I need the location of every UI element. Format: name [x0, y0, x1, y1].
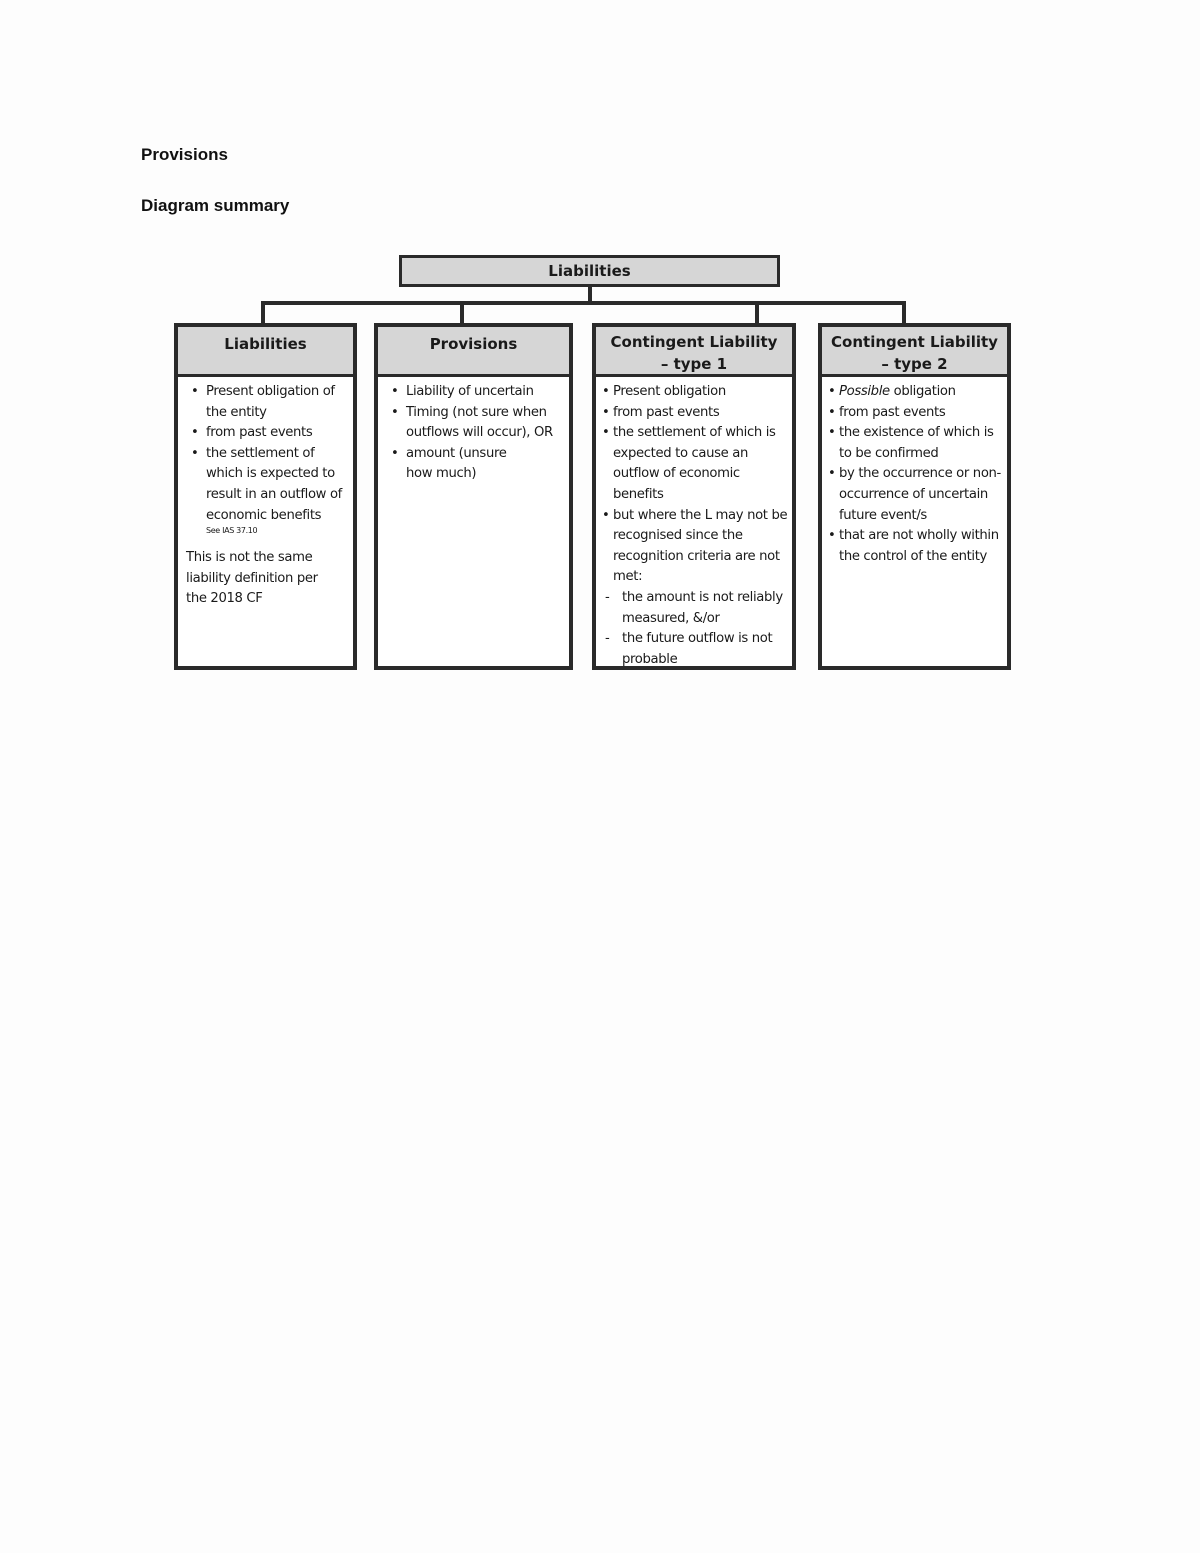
- contingent-liability-type2-column: [818, 323, 1011, 670]
- liabilities-column: [174, 323, 357, 670]
- liabilities-header: Liabilities: [178, 327, 353, 377]
- list-item: • the settlement of which is expected to result in an outflow of economic benefits: [186, 444, 351, 526]
- page-title: Provisions: [141, 145, 228, 164]
- list-item: • from past events: [602, 403, 790, 424]
- definition-note: This is not the same liability definition per the 2018 CF: [186, 550, 318, 607]
- root-label: Liabilities: [548, 262, 631, 280]
- provisions-column: [374, 323, 573, 670]
- liabilities-diagram: [0, 0, 1200, 700]
- list-item: • that are not wholly within the control of the entity: [828, 526, 1005, 567]
- root-box: [399, 255, 780, 287]
- list-item: • the settlement of which is expected to cause an outflow of economic benefits: [602, 423, 790, 505]
- contingent-type2-header: Contingent Liability – type 2: [822, 327, 1007, 377]
- section-heading: Diagram summary: [141, 196, 290, 215]
- list-item: • Present obligation of the entity: [186, 382, 351, 423]
- contingent-liability-type1-column: [592, 323, 796, 670]
- list-item: • Present obligation: [602, 382, 790, 403]
- sub-list-item: - the amount is not reliably measured, &/or: [602, 588, 790, 629]
- list-item: • from past events: [828, 403, 1005, 424]
- list-item: • by the occurrence or non-occurrence of uncertain future event/s: [828, 464, 1005, 526]
- list-item: • amount (unsure how much): [386, 444, 567, 485]
- reference-note: See IAS 37.10: [206, 526, 258, 536]
- list-item: • Liability of uncertain: [386, 382, 567, 403]
- list-item: • from past events: [186, 423, 351, 444]
- connector-horizontal: [261, 301, 906, 305]
- sub-list-item: - the future outflow is not probable: [602, 629, 790, 670]
- provisions-header: Provisions: [378, 327, 569, 377]
- list-item: • but where the L may not be recognised since the recognition criteria are not met:: [602, 506, 790, 588]
- contingent-type1-header: Contingent Liability – type 1: [596, 327, 792, 377]
- list-item: • the existence of which is to be confirmed: [828, 423, 1005, 464]
- list-item: • Timing (not sure when outflows will occur), OR: [386, 403, 567, 444]
- list-item: • Possible obligation: [828, 382, 1005, 403]
